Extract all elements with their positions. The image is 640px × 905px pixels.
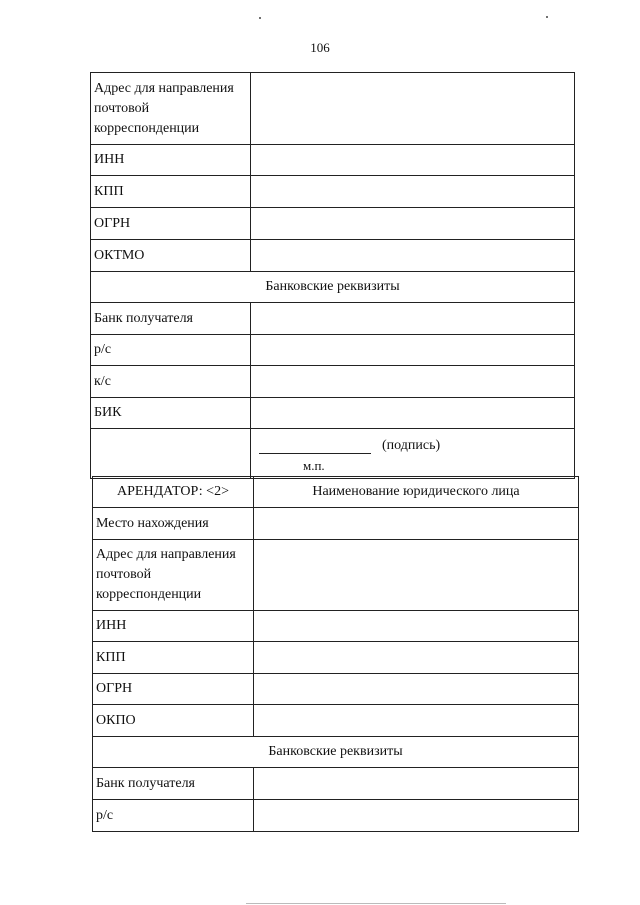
section-heading-row (93, 737, 579, 768)
row-label: ОГРН (93, 674, 254, 705)
row-label: к/с (91, 366, 251, 398)
table-row (91, 303, 575, 335)
row-value (251, 366, 575, 398)
row-label: ОКПО (93, 705, 254, 737)
scan-edge-line (246, 903, 506, 904)
section-heading-row (91, 272, 575, 303)
table-row (93, 768, 579, 800)
row-label: КПП (93, 642, 254, 674)
row-label: Адрес для направления почтовой корреспонденции (93, 540, 254, 611)
row-value (251, 398, 575, 429)
row-value (254, 508, 579, 540)
signature-line (259, 453, 371, 454)
table-row (91, 398, 575, 429)
lessee-details-table (92, 476, 579, 832)
row-value (251, 240, 575, 272)
empty-cell (91, 429, 251, 479)
row-value (251, 73, 575, 145)
table-row (93, 642, 579, 674)
row-value (254, 705, 579, 737)
bank-details-heading: Банковские реквизиты (93, 737, 579, 768)
row-value (254, 611, 579, 642)
row-label: Банк получателя (93, 768, 254, 800)
table-row (91, 208, 575, 240)
table-row (91, 366, 575, 398)
page-number: 106 (310, 40, 330, 55)
table-row (91, 335, 575, 366)
party-value: Наименование юридического лица (254, 477, 579, 508)
scan-speck (259, 17, 261, 19)
row-label: р/с (91, 335, 251, 366)
table-row (91, 176, 575, 208)
row-label: ОГРН (91, 208, 251, 240)
table-row (91, 240, 575, 272)
table-row (93, 611, 579, 642)
signature-cell (251, 429, 575, 479)
row-value (254, 674, 579, 705)
row-label: Адрес для направления почтовой корреспонденции (91, 73, 251, 145)
row-value (254, 800, 579, 832)
lessor-details-table (90, 72, 575, 479)
table-row (93, 540, 579, 611)
row-label: КПП (91, 176, 251, 208)
row-label: БИК (91, 398, 251, 429)
table-row (91, 73, 575, 145)
row-label: ИНН (91, 145, 251, 176)
row-label: ОКТМО (91, 240, 251, 272)
stamp-label: м.п. (303, 457, 325, 473)
row-value (251, 145, 575, 176)
row-label: Банк получателя (91, 303, 251, 335)
signature-label: (подпись) (382, 437, 441, 453)
row-label: Место нахождения (93, 508, 254, 540)
row-value (251, 335, 575, 366)
row-label: р/с (93, 800, 254, 832)
bank-details-heading: Банковские реквизиты (91, 272, 575, 303)
table-row (93, 800, 579, 832)
row-value (251, 303, 575, 335)
signature-row (91, 429, 575, 479)
row-value (251, 208, 575, 240)
party-row (93, 477, 579, 508)
row-value (254, 540, 579, 611)
table-row (93, 508, 579, 540)
scan-speck (546, 16, 548, 18)
table-row (93, 674, 579, 705)
table-row (91, 145, 575, 176)
party-label: АРЕНДАТОР: <2> (93, 477, 254, 508)
table-row (93, 705, 579, 737)
row-value (251, 176, 575, 208)
row-label: ИНН (93, 611, 254, 642)
row-value (254, 768, 579, 800)
row-value (254, 642, 579, 674)
